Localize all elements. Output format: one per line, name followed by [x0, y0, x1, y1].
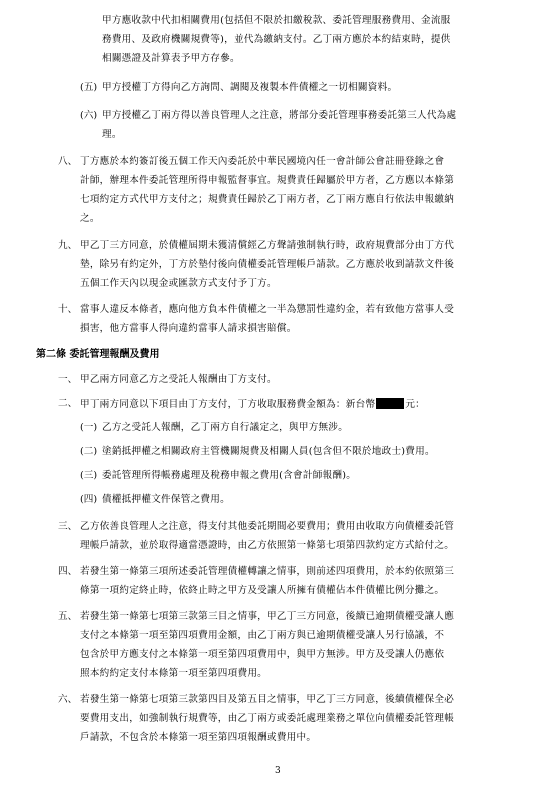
page-number: 3 [275, 766, 281, 776]
paragraph-line: 務費用、及政府機關規費等)，並代為繳納支付。乙丁兩方應於本約結束時，提供 [102, 34, 451, 45]
paragraph-line: 損害，他方當事人得向違約當事人請求損害賠償。 [80, 323, 297, 334]
section-heading: 第二條 委託管理報酬及費用 [36, 349, 160, 360]
paragraph-line: 甲方授權丁方得向乙方詢問、調閱及複製本件債權之一切相關資料。 [102, 82, 398, 93]
item-number: (三) [80, 470, 98, 481]
paragraph-line: 甲方授權乙丁兩方得以善良管理人之注意，將部分委託管理事務委託第三人代為處 [102, 110, 457, 121]
paragraph-line: 照本約約定支付本條第一項至第四項費用。 [80, 668, 268, 679]
paragraph-line: 甲方應收款中代扣相關費用(包括但不限於扣繳稅款、委託管理服務費用、金流服 [102, 15, 451, 26]
item-number: (五) [80, 82, 98, 93]
paragraph-line: 甲乙兩方同意乙方之受託人報酬由丁方支付。 [80, 374, 277, 385]
item-number: (六) [80, 110, 98, 121]
item-number: (一) [80, 422, 98, 433]
paragraph-line: 若發生第一條第三項所述委託管理債權轉讓之情事，則前述四項費用，於本約依照第三 [80, 566, 455, 577]
paragraph-line: 塗銷抵押權之相關政府主管機關規費及相關人員(包含但不限於地政士)費用。 [102, 446, 435, 457]
item-number: 六、 [58, 694, 78, 705]
paragraph-line: 若發生第一條第七項第三款第三目之情事，甲乙丁三方同意，後續已逾期債權受讓人應 [80, 611, 455, 622]
item-number: 二、 [58, 398, 78, 409]
paragraph-line: 委託管理所得帳務處理及稅務申報之費用(含會計師報酬)。 [102, 470, 357, 481]
paragraph-line: 相關憑證及計算表予甲方存參。 [102, 53, 240, 64]
paragraph-line: 債權抵押權文件保管之費用。 [102, 494, 230, 505]
item-number: 九、 [58, 240, 78, 251]
paragraph-line: 墊，除另有約定外，丁方於墊付後向債權委託管理帳戶請款。乙方應於收到請款文件後 [80, 259, 455, 270]
paragraph-line: 戶請款，不包含於本條第一項至第四項報酬或費用中。 [80, 732, 317, 743]
paragraph-line: 丁方應於本約簽訂後五個工作天內委託於中華民國境內任一會計師公會註冊登錄之會 [80, 156, 445, 167]
paragraph-line: 計師，辦理本件委託管理所得申報監督事宜。規費責任歸屬於甲方者，乙方應以本條第 [80, 175, 455, 186]
redacted-amount [376, 398, 404, 409]
paragraph-line: 包含於甲方應支付之本條第一項至第四項費用中，與甲方無涉。甲方及受讓人仍應依 [80, 649, 445, 660]
item-number: 三、 [58, 521, 78, 532]
paragraph-line: 若發生第一條第七項第三款第四目及第五目之情事，甲乙丁三方同意，後續債權保全必 [80, 694, 455, 705]
paragraph-line: 五個工作天內以現金或匯款方式支付予丁方。 [80, 278, 277, 289]
item-number: 十、 [58, 304, 78, 315]
item-number: (二) [80, 446, 98, 457]
paragraph-line: 要費用支出，如強制執行規費等，由乙丁兩方或委託處理業務之單位向債權委託管理帳 [80, 713, 455, 724]
paragraph-line [80, 398, 425, 411]
paragraph-line: 七項約定方式代甲方支付之；規費責任歸於乙丁兩方者，乙丁兩方應自行依法申報繳納 [80, 194, 455, 205]
item-number: 八、 [58, 156, 78, 167]
fee-text-before: 甲丁兩方同意以下項目由丁方支付，丁方收取服務費金額為：新台幣 [80, 399, 376, 410]
paragraph-line: 甲乙丁三方同意，於債權屆期未獲清償經乙方聲請強制執行時，政府規費部分由丁方代 [80, 240, 455, 251]
paragraph-line: 理。 [102, 129, 122, 140]
item-number: 一、 [58, 374, 78, 385]
paragraph-line: 之。 [80, 213, 100, 224]
paragraph-line: 乙方依善良管理人之注意，得支付其他委託期間必要費用；費用由收取方向債權委託管 [80, 521, 455, 532]
item-number: 五、 [58, 611, 78, 622]
paragraph-line: 支付之本條第一項至第四項費用金額，由乙丁兩方與已逾期債權受讓人另行協議，不 [80, 630, 445, 641]
paragraph-line: 乙方之受託人報酬，乙丁兩方自行議定之，與甲方無涉。 [102, 422, 349, 433]
paragraph-line: 當事人違反本條者，應向他方負本件債權之一半為懲罰性違約金，若有致他方當事人受 [80, 304, 455, 315]
item-number: 四、 [58, 566, 78, 577]
paragraph-line: 理帳戶請款，並於取得適當憑證時，由乙方依照第一條第七項第四款約定方式給付之。 [80, 540, 455, 551]
fee-text-after: 元： [405, 399, 425, 410]
paragraph-line: 條第一項約定終止時，依終止時之甲方及受讓人所擁有債權佔本件債權比例分攤之。 [80, 585, 445, 596]
item-number: (四) [80, 494, 98, 505]
